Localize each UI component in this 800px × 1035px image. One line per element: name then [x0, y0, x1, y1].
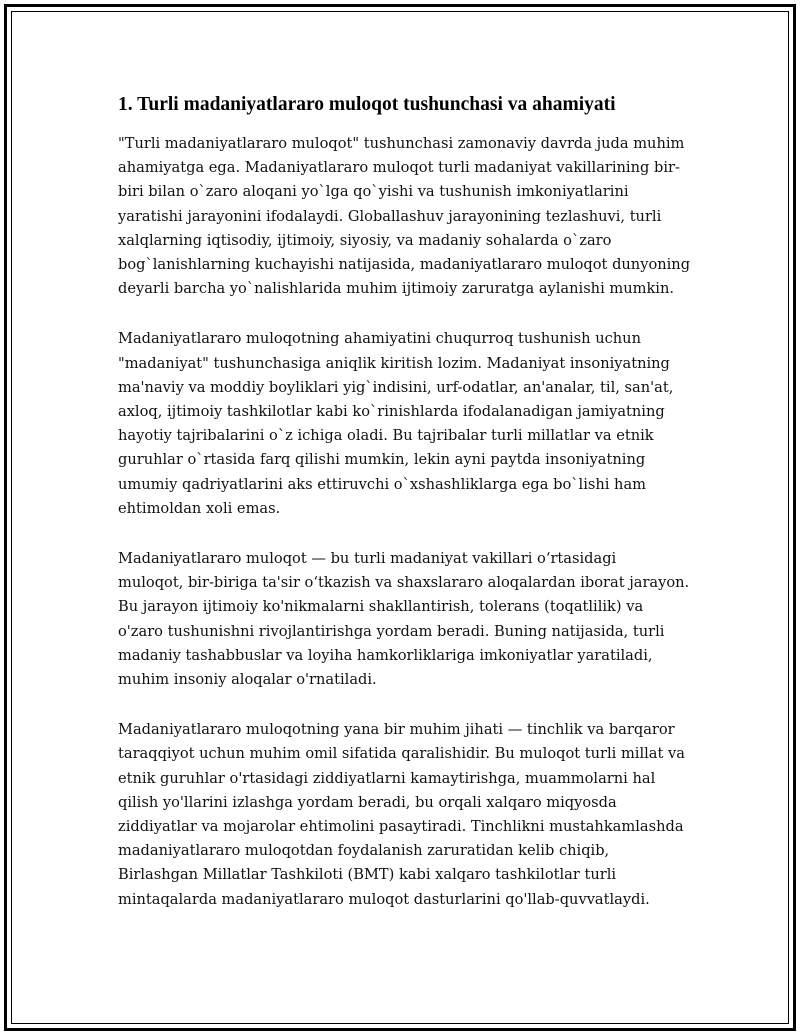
text-line: muloqot, bir-biriga ta'sir o‘tkazish va shaxslararo aloqalardan iborat jarayon. — [118, 574, 690, 592]
text-line: etnik guruhlar o'rtasidagi ziddiyatlarni kamaytirishga, muammolarni hal — [118, 769, 656, 787]
text-line: yaratishi jarayonini ifodalaydi. Globallashuv jarayonining tezlashuvi, turli — [118, 207, 662, 225]
text-line: ehtimoldan xoli emas. — [118, 499, 281, 517]
text-line: Madaniyatlararo muloqotning ahamiyatini chuqurroq tushunish uchun — [118, 330, 641, 348]
document-body — [118, 92, 690, 938]
text-line: muhim insoniy aloqalar o'rnatiladi. — [118, 671, 377, 689]
paragraph-2 — [118, 327, 690, 521]
text-line: madaniy tashabbuslar va loyiha hamkorliklariga imkoniyatlar yaratiladi, — [118, 646, 653, 664]
text-line: "Turli madaniyatlararo muloqot" tushunchasi zamonaviy davrda juda muhim — [118, 135, 685, 152]
text-line: taraqqiyot uchun muhim omil sifatida qaralishidir. Bu muloqot turli millat va — [118, 745, 685, 763]
text-line: o'zaro tushunishni rivojlantirishga yordam beradi. Buning natijasida, turli — [118, 622, 665, 640]
text-line: ma'naviy va moddiy boyliklari yig`indisini, urf-odatlar, an'analar, til, san'at, — [118, 378, 674, 396]
text-line: umumiy qadriyatlarini aks ettiruvchi o`xshashliklarga ega bo`lishi ham — [118, 475, 646, 493]
text-line: qilish yo'llarini izlashga yordam beradi, bu orqali xalqaro miqyosda — [118, 793, 617, 811]
paragraph-3 — [118, 547, 690, 692]
paragraph-4 — [118, 718, 690, 912]
text-line: madaniyatlararo muloqotdan foydalanish zaruratidan kelib chiqib, — [118, 842, 610, 860]
text-line: Madaniyatlararo muloqotning yana bir muhim jihati — tinchlik va barqaror — [118, 721, 675, 739]
paragraph-1 — [118, 132, 690, 301]
text-line: xalqlarning iqtisodiy, ijtimoiy, siyosiy, va madaniy sohalarda o`zaro — [118, 231, 612, 249]
text-line: hayotiy tajribalarini o`z ichiga oladi. Bu tajribalar turli millatlar va etnik — [118, 427, 654, 445]
text-line: axloq, ijtimoiy tashkilotlar kabi ko`rinishlarda ifodalanadigan jamiyatning — [118, 403, 665, 421]
text-line: ziddiyatlar va mojarolar ehtimolini pasaytiradi. Tinchlikni mustahkamlashda — [118, 818, 684, 836]
text-line: "madaniyat" tushunchasiga aniqlik kiritish lozim. Madaniyat insoniyatning — [118, 354, 670, 372]
text-line: ahamiyatga ega. Madaniyatlararo muloqot turli madaniyat vakillarining bir- — [118, 159, 680, 177]
text-line: guruhlar o`rtasida farq qilishi mumkin, lekin ayni paytda insoniyatning — [118, 451, 646, 469]
text-line: mintaqalarda madaniyatlararo muloqot dasturlarini qo'llab-quvvatlaydi. — [118, 890, 650, 908]
text-line: Birlashgan Millatlar Tashkiloti (BMT) kabi xalqaro tashkilotlar turli — [118, 866, 617, 884]
text-line: Madaniyatlararo muloqot — bu turli madaniyat vakillari o‘rtasidagi — [118, 550, 617, 568]
text-line: bog`lanishlarning kuchayishi natijasida, madaniyatlararo muloqot dunyoning — [118, 256, 691, 274]
section-heading: 1. Turli madaniyatlararo muloqot tushunchasi va ahamiyati — [118, 94, 616, 115]
text-line: Bu jarayon ijtimoiy ko'nikmalarni shakllantirish, tolerans (toqatlilik) va — [118, 598, 644, 616]
text-line: biri bilan o`zaro aloqani yo`lga qo`yishi va tushunish imkoniyatlarini — [118, 183, 629, 201]
text-line: deyarli barcha yo`nalishlarida muhim ijtimoiy zaruratga aylanishi mumkin. — [118, 280, 675, 298]
